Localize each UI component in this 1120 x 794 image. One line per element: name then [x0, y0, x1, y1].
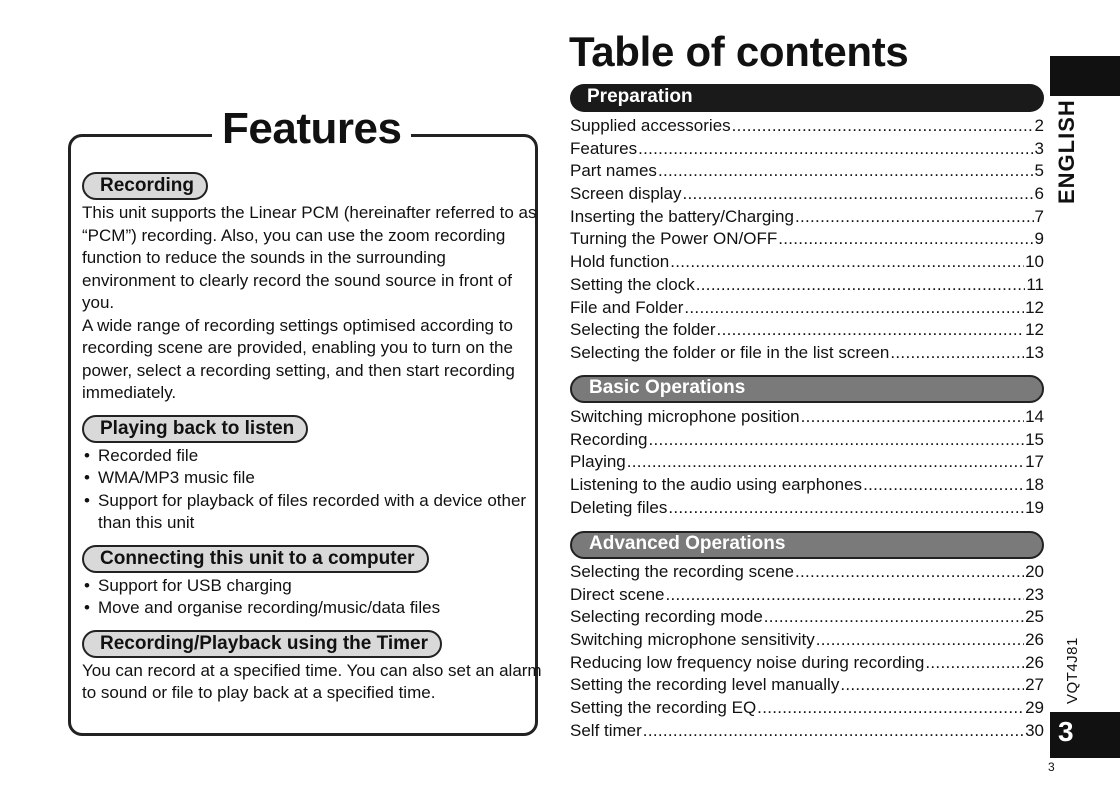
toc-entry-text: Playing: [570, 452, 626, 472]
toc-entry[interactable]: [570, 183, 1044, 206]
leader-dots: [717, 319, 1025, 342]
feature-bullets: [82, 575, 542, 620]
toc-entry-text: Features: [570, 138, 638, 158]
toc-entry-text: Supplied accessories: [570, 116, 731, 135]
leader-dots: [840, 674, 1024, 697]
toc-entry-text: Reducing low frequency noise during recording: [570, 652, 925, 672]
leader-dots: [795, 561, 1024, 584]
feature-paragraph: This unit supports the Linear PCM (hereinafter referred to as “PCM”) recording. Also, you can use the zoom recording function to reduce the sounds in the surrounding environment to clearly record the sound source in front of you.: [82, 203, 537, 312]
feature-heading: Playing back to listen: [82, 415, 308, 443]
toc-entry[interactable]: [570, 115, 1044, 138]
leader-dots: [757, 697, 1024, 720]
features-content: [82, 170, 542, 713]
feature-heading: Recording: [82, 172, 208, 200]
features-title: Features: [212, 104, 411, 154]
toc-entry-text: Switching microphone sensitivity: [570, 630, 815, 650]
toc-entry-page: 10: [1025, 252, 1044, 272]
toc-entry-text: Deleting files: [570, 497, 668, 517]
feature-section-recording: [82, 170, 542, 405]
toc-entry-page: 25: [1025, 607, 1044, 627]
toc-entry-page: 26: [1025, 652, 1044, 672]
leader-dots: [627, 451, 1024, 474]
toc-entry[interactable]: [570, 497, 1044, 520]
toc-entry[interactable]: [570, 274, 1044, 297]
feature-section-timer: [82, 628, 542, 705]
toc-entry-text: Listening to the audio using earphones: [570, 475, 863, 495]
feature-bullet: • Support for USB charging: [82, 575, 542, 598]
page-number: 3: [1048, 760, 1055, 774]
toc-entry-text: Self timer: [570, 720, 642, 740]
feature-section-computer: [82, 543, 542, 620]
toc-entry[interactable]: [570, 652, 1044, 675]
leader-dots: [668, 497, 1024, 520]
toc-entry-page: 18: [1025, 475, 1044, 495]
toc-entry[interactable]: [570, 206, 1044, 229]
leader-dots: [778, 228, 1033, 251]
toc-entry[interactable]: [570, 406, 1044, 429]
leader-dots: [801, 406, 1024, 429]
toc-entry-text: Setting the recording level manually: [570, 675, 840, 695]
toc-entry-page: 13: [1025, 342, 1044, 362]
toc-entry-page: 15: [1025, 429, 1044, 449]
toc-entry[interactable]: [570, 474, 1044, 497]
toc-entry-text: Selecting recording mode: [570, 607, 763, 627]
toc-entry-text: Direct scene: [570, 584, 665, 604]
toc-entry-page: 3: [1034, 138, 1044, 158]
toc-entry[interactable]: [570, 697, 1044, 720]
toc-entry[interactable]: [570, 720, 1044, 743]
toc-heading-basic-operations: Basic Operations: [570, 375, 1044, 403]
feature-bullet: • Move and organise recording/music/data files: [82, 597, 542, 620]
toc-entry-page: 17: [1025, 452, 1044, 472]
toc-entry-page: 27: [1025, 675, 1044, 695]
feature-bullet: • WMA/MP3 music file: [82, 467, 542, 490]
feature-heading: Connecting this unit to a computer: [82, 545, 429, 573]
feature-bullet: • Support for playback of files recorded with a device other than this unit: [82, 490, 542, 535]
toc-entry[interactable]: [570, 251, 1044, 274]
toc-heading-advanced-operations: Advanced Operations: [570, 531, 1044, 559]
toc-entry-text: Selecting the recording scene: [570, 562, 794, 581]
feature-bullets: [82, 445, 542, 535]
toc-entry[interactable]: [570, 138, 1044, 161]
leader-dots: [863, 474, 1024, 497]
leader-dots: [816, 629, 1024, 652]
toc-entry[interactable]: [570, 429, 1044, 452]
toc-entry-page: 19: [1025, 497, 1044, 517]
leader-dots: [795, 206, 1034, 229]
toc-entry-text: File and Folder: [570, 297, 684, 317]
leader-dots: [732, 115, 1034, 138]
toc-entry-page: 23: [1025, 584, 1044, 604]
toc-entry[interactable]: [570, 319, 1044, 342]
toc-entry-page: 5: [1034, 161, 1044, 181]
toc-title: Table of contents: [569, 28, 909, 75]
toc-entry-page: 12: [1025, 320, 1044, 340]
toc-entry-text: Setting the recording EQ: [570, 698, 757, 718]
leader-dots: [670, 251, 1024, 274]
feature-section-playback: [82, 413, 542, 535]
toc-entry[interactable]: [570, 629, 1044, 652]
leader-dots: [890, 342, 1024, 365]
toc-entry-page: 30: [1025, 720, 1044, 740]
leader-dots: [925, 652, 1024, 675]
toc-entry[interactable]: [570, 606, 1044, 629]
toc-entry-page: 12: [1025, 297, 1044, 317]
feature-bullet: • Recorded file: [82, 445, 542, 468]
toc-entry-text: Selecting the folder: [570, 320, 716, 340]
leader-dots: [649, 429, 1025, 452]
toc-entry-text: Screen display: [570, 184, 682, 204]
toc-entry[interactable]: [570, 561, 1044, 584]
leader-dots: [643, 720, 1024, 743]
toc-entry[interactable]: [570, 297, 1044, 320]
toc-list-basic-operations: [570, 406, 1044, 519]
language-label: ENGLISH: [1054, 99, 1079, 204]
toc-entry-text: Recording: [570, 429, 648, 449]
feature-paragraph: A wide range of recording settings optimised according to recording scene are provided, enabling you to turn on the power, select a recording setting, and then start recording immediately.: [82, 315, 515, 402]
toc-entry-text: Part names: [570, 161, 657, 181]
toc-entry-page: 11: [1026, 274, 1044, 294]
toc-entry-text: Hold function: [570, 252, 670, 272]
model-code: VQT4J81: [1064, 637, 1081, 704]
toc-entry-text: Switching microphone position: [570, 407, 800, 426]
leader-dots: [658, 160, 1034, 183]
toc-entry-page: 20: [1025, 562, 1044, 581]
feature-heading: Recording/Playback using the Timer: [82, 630, 442, 658]
toc-entry[interactable]: [570, 451, 1044, 474]
toc-entry[interactable]: [570, 342, 1044, 365]
toc-entry[interactable]: [570, 228, 1044, 251]
leader-dots: [683, 183, 1034, 206]
leader-dots: [665, 584, 1024, 607]
feature-paragraph: You can record at a specified time. You can also set an alarm to sound or file to play back at a specified time.: [82, 660, 542, 702]
toc-entry-page: 26: [1025, 630, 1044, 650]
toc-entry-text: Inserting the battery/Charging: [570, 206, 794, 226]
toc-entry-text: Selecting the folder or file in the list screen: [570, 342, 890, 362]
leader-dots: [764, 606, 1024, 629]
leader-dots: [684, 297, 1024, 320]
leader-dots: [638, 138, 1033, 161]
toc-list-preparation: [570, 115, 1044, 365]
toc-entry-text: Setting the clock: [570, 274, 695, 294]
leader-dots: [696, 274, 1026, 297]
toc-entry-page: 7: [1034, 206, 1044, 226]
toc-entry[interactable]: [570, 674, 1044, 697]
toc-list-advanced-operations: [570, 561, 1044, 743]
page-tab-number: 3: [1058, 716, 1074, 747]
toc-entry[interactable]: [570, 160, 1044, 183]
toc-entry[interactable]: [570, 584, 1044, 607]
toc-entry-page: 6: [1034, 184, 1044, 204]
toc-heading-preparation: Preparation: [570, 84, 1044, 112]
toc-entry-page: 2: [1034, 116, 1044, 135]
toc-entry-page: 29: [1025, 698, 1044, 718]
toc-entry-page: 14: [1025, 407, 1044, 426]
toc-entry-page: 9: [1034, 229, 1044, 249]
toc-entry-text: Turning the Power ON/OFF: [570, 229, 778, 249]
